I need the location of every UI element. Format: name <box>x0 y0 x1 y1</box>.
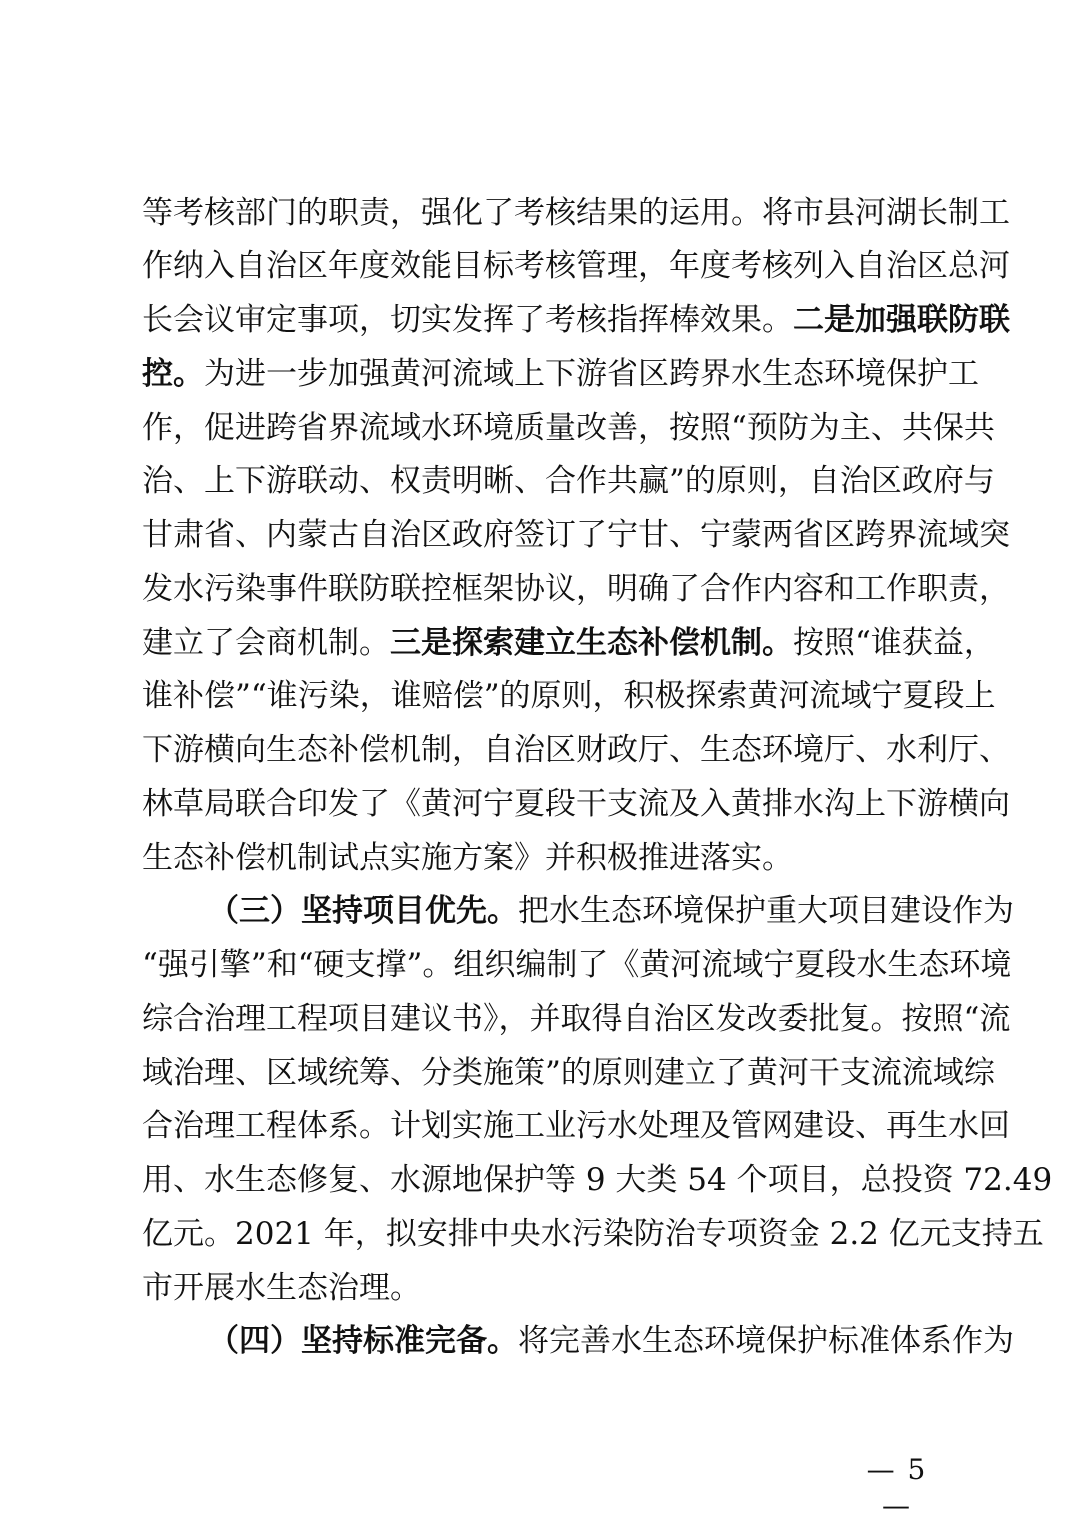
section-heading: （三）坚持项目优先。 <box>208 893 518 929</box>
text-line: 作纳入自治区年度效能目标考核管理，年度考核列入自治区总河 <box>142 248 1010 284</box>
page-number: — 5 — <box>866 1453 928 1522</box>
text-line: 用、水生态修复、水源地保护等 9 大类 54 个项目，总投资 72.49 <box>142 1162 1053 1198</box>
text-line: 治、上下游联动、权责明晰、合作共赢”的原则，自治区政府与 <box>142 463 995 499</box>
text-line: 长会议审定事项，切实发挥了考核指挥棒效果。二是加强联防联 <box>142 302 1010 338</box>
text-line: “强引擎”和“硬支撑”。组织编制了《黄河流域宁夏段水生态环境 <box>142 947 1012 983</box>
text-line: 发水污染事件联防联控框架协议，明确了合作内容和工作职责， <box>142 571 1010 607</box>
text-line: 林草局联合印发了《黄河宁夏段干支流及入黄排水沟上下游横向 <box>142 786 1010 822</box>
text-line: 亿元。2021 年，拟安排中央水污染防治专项资金 2.2 亿元支持五 <box>142 1216 1044 1252</box>
section-heading: （四）坚持标准完备。 <box>208 1323 518 1359</box>
text-line: 谁补偿”“谁污染，谁赔偿”的原则，积极探索黄河流域宁夏段上 <box>142 678 996 714</box>
text-line: 生态补偿机制试点实施方案》并积极推进落实。 <box>142 840 793 876</box>
text-line: 下游横向生态补偿机制，自治区财政厅、生态环境厅、水利厅、 <box>142 732 1010 768</box>
bold-run: 三是探索建立生态补偿机制。 <box>390 625 793 661</box>
text-line: 域治理、区域统筹、分类施策”的原则建立了黄河干支流流域综 <box>142 1055 995 1091</box>
text-line: 作，促进跨省界流域水环境质量改善，按照“预防为主、共保共 <box>142 410 995 446</box>
bold-run: 二是加强联防联 <box>793 302 1010 338</box>
text-line: 甘肃省、内蒙古自治区政府签订了宁甘、宁蒙两省区跨界流域突 <box>142 517 1010 553</box>
text-line: 市开展水生态治理。 <box>142 1270 421 1306</box>
text-line: 建立了会商机制。三是探索建立生态补偿机制。按照“谁获益， <box>142 625 995 661</box>
text-line: 综合治理工程项目建议书》，并取得自治区发改委批复。按照“流 <box>142 1001 1011 1037</box>
text-line: 合治理工程体系。计划实施工业污水处理及管网建设、再生水回 <box>142 1108 1010 1144</box>
bold-run: 控。 <box>142 356 204 392</box>
text-line: （四）坚持标准完备。将完善水生态环境保护标准体系作为 <box>208 1323 1014 1359</box>
text-line: （三）坚持项目优先。把水生态环境保护重大项目建设作为 <box>208 893 1014 929</box>
text-line: 控。为进一步加强黄河流域上下游省区跨界水生态环境保护工 <box>142 356 979 392</box>
text-line: 等考核部门的职责，强化了考核结果的运用。将市县河湖长制工 <box>142 195 1010 231</box>
